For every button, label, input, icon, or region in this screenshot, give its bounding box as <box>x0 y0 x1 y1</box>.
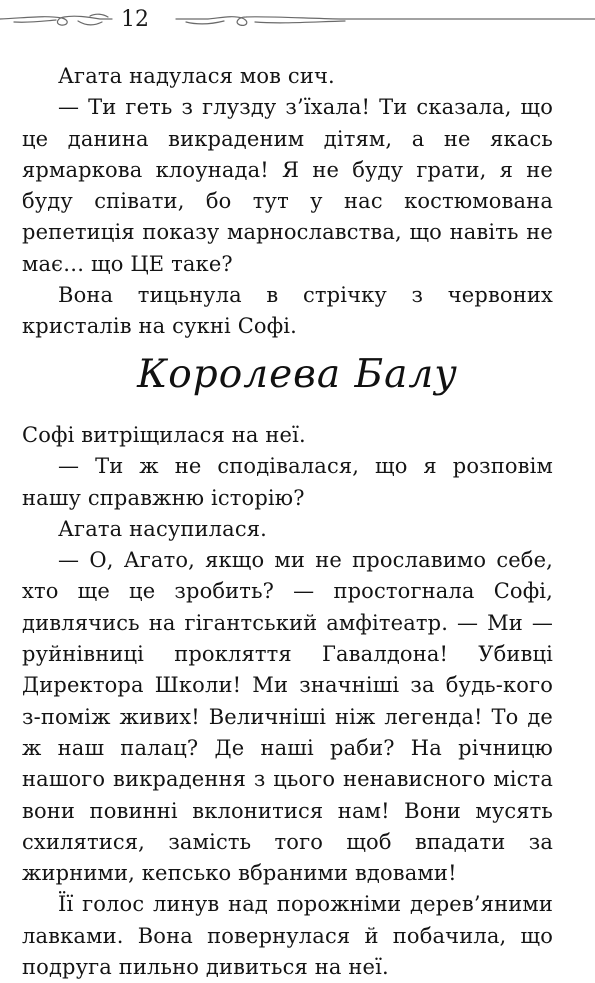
paragraph: Її голос линув над порожніми дерев’яними лавками. Вона повернулася й побачила, що подруга пильно дивиться на неї. <box>22 892 553 980</box>
paragraph: Вона тицьнула в стрічку з червоних кристалів на сукні Софі. <box>22 283 553 339</box>
text-block-before-title <box>22 61 553 343</box>
paragraph: Агата надулася мов сич. <box>58 64 335 88</box>
paragraph: Агата насупилася. <box>58 516 267 541</box>
page-header <box>0 0 595 44</box>
paragraph: — О, Агато, якщо ми не прославимо себе, хто ще це зробить? — простогнала Софі, дивлячись на гігантський амфітеатр. — Ми — руйнівниці прокляття Гавалдона! Убивці Директора Школи! Ми значніші за будь-кого з-поміж живих! Величніші ніж легенда! То де ж наш палац? Де наші раби? На річницю нашого викрадення з цього ненависного міста вони повинні вклонитися нам! Вони мусять схилятися, замість того щоб впадати за жирними, кепсько вбраними вдовами! <box>22 548 553 886</box>
page-number: 12 <box>121 7 149 32</box>
text-block-after-title <box>22 420 553 983</box>
paragraph: — Ти ж не сподівалася, що я розповім нашу справжню історію? <box>22 454 553 510</box>
section-title: Королева Балу <box>137 352 458 397</box>
paragraph: — Ти геть з глузду з’їхала! Ти сказала, що це данина викраденим дітям, а не якась ярмаркова клоунада! Я не буду грати, я не буду співати, бо тут у нас костюмована репетиція показу марнославства, що навіть не має… що ЦЕ таке? <box>22 95 553 276</box>
paragraph: Софі витріщилася на неї. <box>22 423 306 447</box>
flourish-ornament-icon <box>0 10 595 40</box>
